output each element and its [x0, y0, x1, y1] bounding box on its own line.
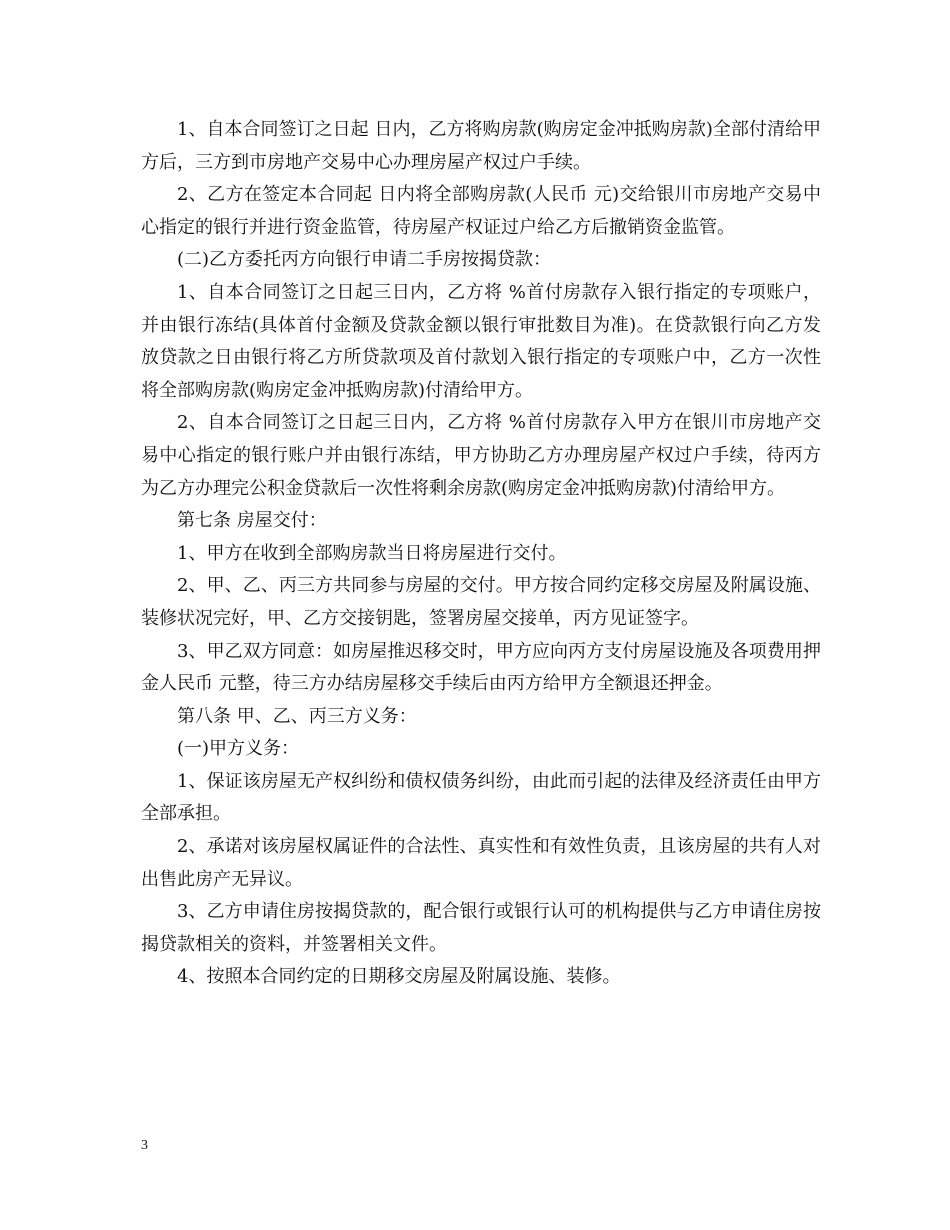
paragraph-2: 2、乙方在签定本合同起 日内将全部购房款(人民币 元)交给银川市房地产交易中心指定的银行并进行资金监管，待房屋产权证过户给乙方后撤销资金监管。: [141, 184, 821, 238]
paragraph-15: 4、按照本合同约定的日期移交房屋及附属设施、装修。: [177, 966, 621, 988]
section-heading-article-7: 第七条 房屋交付：: [177, 510, 327, 532]
paragraph-12: 1、保证该房屋无产权纠纷和债权债务纠纷，由此而引起的法律及经济责任由甲方全部承担。: [141, 770, 821, 825]
contract-body: [141, 114, 821, 994]
paragraph-4: 1、自本合同签订之日起三日内，乙方将 %首付房款存入银行指定的专项账户，并由银行冻结(具体首付金额及贷款金额以银行审批数目为准)。在贷款银行向乙方发放贷款之日由银行将乙方所贷款项及首付款划入银行指定的专项账户中，乙方一次性将全部购房款(购房定金冲抵购房款)付清给甲方。: [141, 281, 821, 401]
paragraph-5: 2、自本合同签订之日起三日内，乙方将 %首付房款存入甲方在银川市房地产交易中心指定的银行账户并由银行冻结，甲方协助乙方办理房屋产权过户手续，待丙方为乙方办理完公积金贷款后一次性将剩余房款(购房定金冲抵购房款)付清给甲方。: [141, 412, 821, 499]
subsection-heading-party-a: (一)甲方义务：: [177, 738, 300, 760]
paragraph-7: 1、甲方在收到全部购房款当日将房屋进行交付。: [177, 542, 567, 564]
paragraph-14: 3、乙方申请住房按揭贷款的，配合银行或银行认可的机构提供与乙方申请住房按揭贷款相关的资料，并签署相关文件。: [141, 901, 821, 955]
paragraph-13: 2、承诺对该房屋权属证件的合法性、真实性和有效性负责，且该房屋的共有人对出售此房产无异议。: [141, 836, 821, 890]
section-heading-article-8: 第八条 甲、乙、丙三方义务：: [177, 705, 417, 727]
paragraph-1: 1、自本合同签订之日起 日内，乙方将购房款(购房定金冲抵购房款)全部付清给甲方后，三方到市房地产交易中心办理房屋产权过户手续。: [141, 119, 821, 173]
paragraph-8: 2、甲、乙、丙三方共同参与房屋的交付。甲方按合同约定移交房屋及附属设施、装修状况完好，甲、乙方交接钥匙，签署房屋交接单，丙方见证签字。: [141, 575, 821, 629]
page-number: 3: [141, 1138, 148, 1153]
paragraph-3: (二)乙方委托丙方向银行申请二手房按揭贷款：: [177, 249, 552, 271]
paragraph-9: 3、甲乙双方同意：如房屋推迟移交时，甲方应向丙方支付房屋设施及各项费用押金人民币 元整，待三方办结房屋移交手续后由丙方给甲方全额退还押金。: [141, 640, 821, 695]
